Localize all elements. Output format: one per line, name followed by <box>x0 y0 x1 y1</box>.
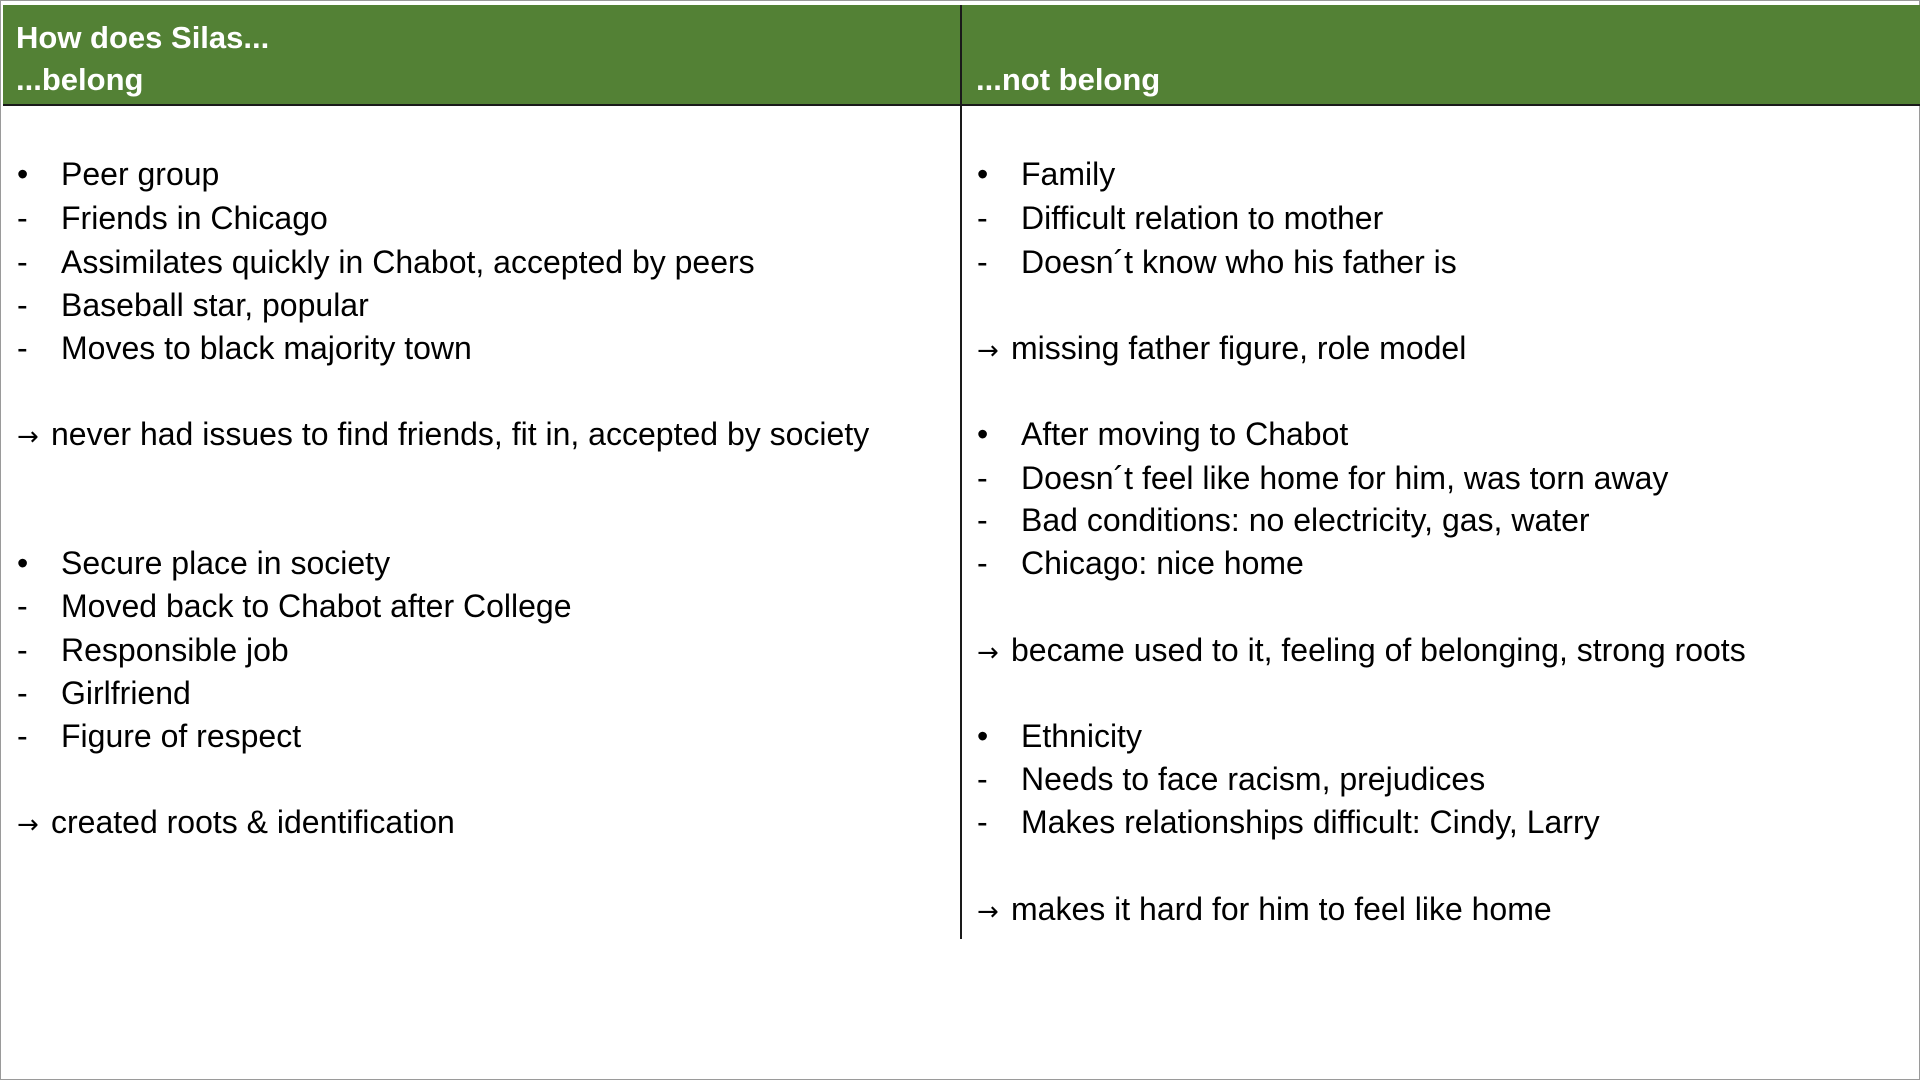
item-text: Responsible job <box>61 632 289 668</box>
heading-text: Ethnicity <box>1021 718 1142 754</box>
dash-marker: - <box>17 200 28 236</box>
dash-marker: - <box>977 804 988 840</box>
item-text: Baseball star, popular <box>61 287 369 323</box>
bullet-marker: • <box>977 416 989 452</box>
dash-marker: - <box>17 632 28 668</box>
conclusion-text: never had issues to find friends, fit in, accepted by society <box>51 416 870 452</box>
dash-marker: - <box>17 287 28 323</box>
dash-marker: - <box>977 200 988 236</box>
arrow-icon: → <box>17 810 39 840</box>
header-left-cell <box>16 17 269 116</box>
heading-text: Secure place in society <box>61 545 391 581</box>
dash-marker: - <box>977 460 988 496</box>
item-text: Moved back to Chabot after College <box>61 588 572 624</box>
item-text: Doesn´t feel like home for him, was torn away <box>1021 460 1669 496</box>
dash-marker: - <box>17 588 28 624</box>
heading-text: After moving to Chabot <box>1021 416 1349 452</box>
item-text: Bad conditions: no electricity, gas, water <box>1021 502 1590 538</box>
heading-text: Family <box>1021 156 1116 192</box>
header-title: How does Silas... <box>16 20 270 55</box>
bullet-marker: • <box>977 156 989 192</box>
column-divider <box>960 5 962 939</box>
bullet-marker: • <box>17 545 29 581</box>
item-text: Friends in Chicago <box>61 200 328 236</box>
item-text: Moves to black majority town <box>61 330 472 366</box>
dash-marker: - <box>977 244 988 280</box>
dash-marker: - <box>17 675 28 711</box>
dash-marker: - <box>17 718 28 754</box>
conclusion-text: created roots & identification <box>51 804 455 840</box>
dash-marker: - <box>17 244 28 280</box>
dash-marker: - <box>17 330 28 366</box>
dash-marker: - <box>977 502 988 538</box>
arrow-icon: → <box>977 336 999 366</box>
item-text: Assimilates quickly in Chabot, accepted by peers <box>61 244 755 280</box>
arrow-icon: → <box>17 422 39 452</box>
conclusion-text: makes it hard for him to feel like home <box>1011 891 1552 927</box>
item-text: Doesn´t know who his father is <box>1021 244 1457 280</box>
item-text: Makes relationships difficult: Cindy, Larry <box>1021 804 1600 840</box>
dash-marker: - <box>977 761 988 797</box>
dash-marker: - <box>977 545 988 581</box>
header-right-label: ...not belong <box>976 62 1161 97</box>
item-text: Girlfriend <box>61 675 191 711</box>
bullet-marker: • <box>977 718 989 754</box>
header-right-cell <box>976 59 1160 158</box>
bullet-marker: • <box>17 156 29 192</box>
item-text: Figure of respect <box>61 718 302 754</box>
conclusion-text: missing father figure, role model <box>1011 330 1467 366</box>
arrow-icon: → <box>977 897 999 927</box>
conclusion-text: became used to it, feeling of belonging, strong roots <box>1011 632 1746 668</box>
item-text: Needs to face racism, prejudices <box>1021 761 1486 797</box>
arrow-icon: → <box>977 638 999 668</box>
item-text: Chicago: nice home <box>1021 545 1304 581</box>
item-text: Difficult relation to mother <box>1021 200 1384 236</box>
header-left-label: ...belong <box>16 62 144 97</box>
heading-text: Peer group <box>61 156 220 192</box>
